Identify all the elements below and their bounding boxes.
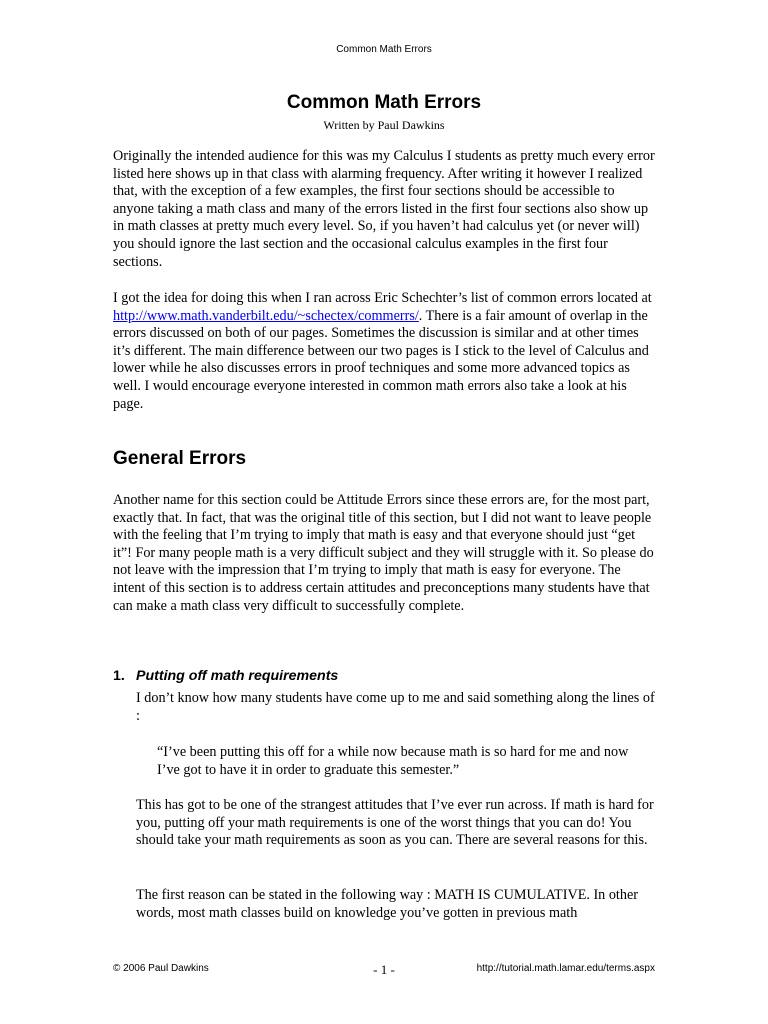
intro-paragraph-2	[113, 290, 655, 413]
schechter-link[interactable]: http://www.math.vanderbilt.edu/~schectex/commerrs/	[113, 307, 419, 324]
intro-p2-text-after: . There is a fair amount of overlap in the errors discussed on both of our pages. Sometimes the discussion is similar and at other times it’s different. The main difference between our two pages is I stick to the level of Calculus and lower while he also discusses errors in proof techniques and some more advanced topics as well. I would encourage everyone interested in common math errors also take a look at his page.	[113, 307, 649, 412]
item-heading	[113, 668, 338, 684]
item-title: Putting off math requirements	[136, 668, 339, 684]
page-footer	[113, 963, 655, 979]
copyright-notice: © 2006 Paul Dawkins	[113, 963, 209, 974]
running-header: Common Math Errors	[336, 44, 432, 55]
document-title: Common Math Errors	[286, 92, 482, 113]
footer-url: http://tutorial.math.lamar.edu/terms.aspx	[476, 963, 655, 974]
student-quote: “I’ve been putting this off for a while now because math is so hard for me and now I’ve got to have it in order to graduate this semester.”	[157, 744, 629, 778]
intro-p2-text-before: I got the idea for doing this when I ran across Eric Schechter’s list of common errors located at	[113, 290, 652, 306]
item-lead-paragraph: I don’t know how many students have come up to me and said something along the lines of :	[136, 690, 655, 724]
item-paragraph-1: This has got to be one of the strangest attitudes that I’ve ever run across. If math is hard for you, putting off your math requirements is one of the worst things that you can do! You should take your math requirements as soon as you can. There are several reasons for this.	[136, 797, 654, 849]
author-byline: Written by Paul Dawkins	[323, 118, 445, 132]
item-paragraph-2: The first reason can be stated in the following way : MATH IS CUMULATIVE. In other words, most math classes build on knowledge you’ve gotten in previous math	[136, 887, 638, 921]
page-number: - 1 -	[373, 962, 395, 977]
section-heading-general-errors: General Errors	[113, 448, 247, 469]
general-errors-intro: Another name for this section could be Attitude Errors since these errors are, for the most part, exactly that. In fact, that was the original title of this section, but I did not want to leave people with the feeling that I’m trying to imply that math is easy and that everyone should just “get it”! For many people math is a very difficult subject and they will struggle with it. So please do not leave with the impression that I’m trying to imply that math is easy for everyone. The intent of this section is to address certain attitudes and preconceptions many students have that can make a math class very difficult to successfully complete.	[113, 492, 654, 614]
item-number: 1.	[113, 668, 125, 684]
intro-paragraph-1: Originally the intended audience for this was my Calculus I students as pretty much every error listed here shows up in that class with alarming frequency. After writing it however I realized that, with the exception of a few examples, the first four sections should be accessible to anyone taking a math class and many of the errors listed in the first four sections also show up in math classes at pretty much every level. So, if you haven’t had calculus yet (or never will) you should ignore the last section and the occasional calculus examples in the first four sections.	[113, 148, 655, 270]
